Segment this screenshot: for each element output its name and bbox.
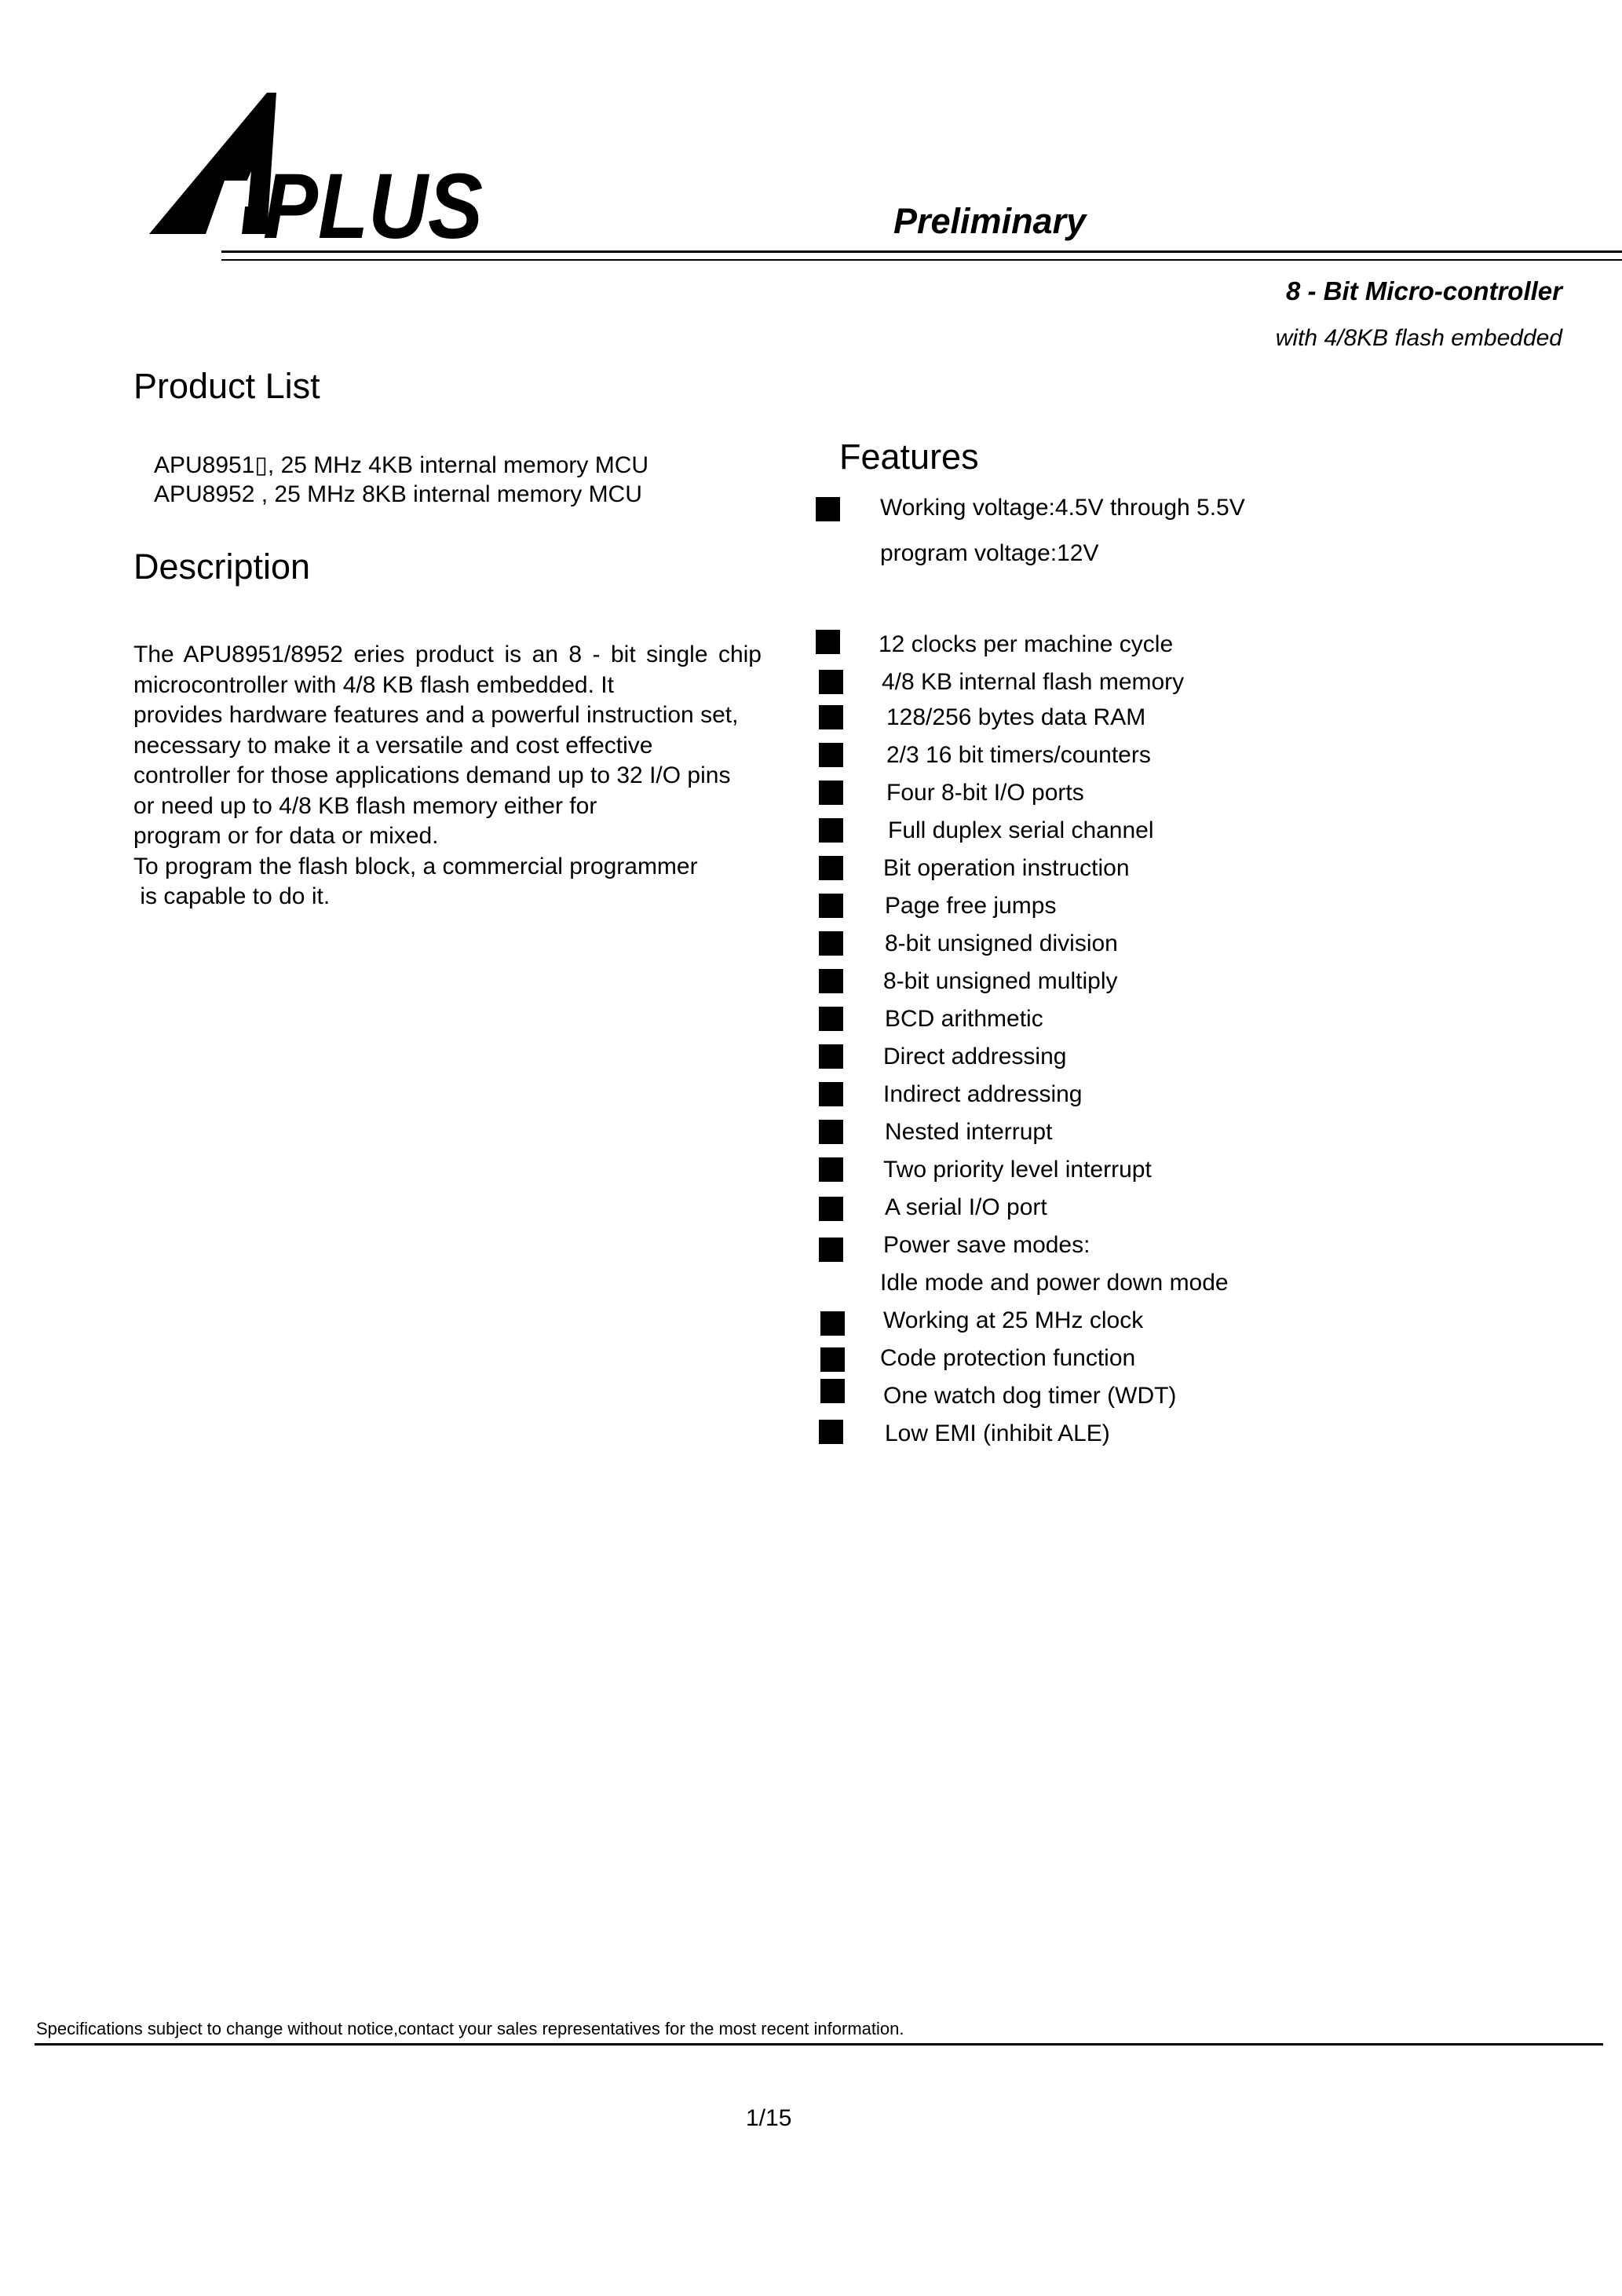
feature-bullet xyxy=(819,894,843,918)
feature-bullet xyxy=(819,781,843,805)
feature-bullet xyxy=(819,1120,843,1144)
feature-bullet xyxy=(819,670,843,694)
feature-bullet xyxy=(819,856,843,880)
feature-item: 8-bit unsigned division xyxy=(885,930,1118,956)
feature-item: BCD arithmetic xyxy=(885,1006,1043,1032)
feature-bullet xyxy=(819,1082,843,1106)
feature-item: One watch dog timer (WDT) xyxy=(883,1383,1177,1409)
description-heading: Description xyxy=(133,547,311,587)
svg-text:PLUS: PLUS xyxy=(263,155,483,250)
description-line: To program the flash block, a commercial programmer xyxy=(133,853,698,879)
description-line: is capable to do it. xyxy=(133,883,331,909)
aplus-logo xyxy=(149,93,487,250)
features-heading: Features xyxy=(839,437,979,477)
feature-item: Page free jumps xyxy=(885,893,1057,919)
feature-bullet xyxy=(816,630,840,654)
header-rule-top xyxy=(221,250,1622,253)
feature-item: 128/256 bytes data RAM xyxy=(886,704,1146,730)
feature-bullet xyxy=(819,1420,843,1444)
description-line: or need up to 4/8 KB flash memory either for xyxy=(133,792,597,819)
feature-item: Full duplex serial channel xyxy=(888,817,1154,843)
product-type: 8 - Bit Micro-controller xyxy=(1285,276,1562,305)
footer-notice: Specifications subject to change without notice,contact your sales representatives for the most recent information. xyxy=(36,2019,904,2038)
feature-item: A serial I/O port xyxy=(885,1194,1047,1220)
product-subtitle: with 4/8KB flash embedded xyxy=(1275,325,1562,351)
feature-bullet xyxy=(819,1238,843,1262)
product-list-item: APU8951▯, 25 MHz 4KB internal memory MCU xyxy=(154,452,649,478)
description-line: The APU8951/8952 eries product is an 8 - bit single chip xyxy=(133,642,762,667)
footer-rule xyxy=(35,2043,1603,2046)
feature-bullet xyxy=(819,969,843,993)
feature-item: 4/8 KB internal flash memory xyxy=(882,669,1185,695)
description-body xyxy=(133,640,762,912)
feature-item: Working at 25 MHz clock xyxy=(883,1307,1144,1333)
feature-item: Idle mode and power down mode xyxy=(880,1270,1229,1296)
feature-bullet xyxy=(819,931,843,956)
feature-bullet xyxy=(819,818,843,843)
product-list-heading: Product List xyxy=(133,366,320,406)
feature-item: Two priority level interrupt xyxy=(883,1157,1152,1183)
feature-item: 2/3 16 bit timers/counters xyxy=(886,742,1151,768)
feature-bullet xyxy=(819,705,843,729)
description-line: controller for those applications demand up to 32 I/O pins xyxy=(133,762,731,788)
feature-bullet xyxy=(819,1157,843,1182)
feature-item: Nested interrupt xyxy=(885,1119,1053,1145)
feature-bullet xyxy=(819,743,843,767)
description-line: provides hardware features and a powerful instruction set, xyxy=(133,702,739,728)
description-line: necessary to make it a versatile and cost effective xyxy=(133,732,653,759)
document-status: Preliminary xyxy=(893,201,1087,241)
page-number: 1/15 xyxy=(746,2105,792,2131)
feature-item: Low EMI (inhibit ALE) xyxy=(885,1420,1110,1446)
feature-bullet xyxy=(816,497,840,521)
feature-item: Direct addressing xyxy=(883,1044,1067,1069)
header-rule-bottom xyxy=(221,259,1622,261)
product-list-item: APU8952 , 25 MHz 8KB internal memory MCU xyxy=(154,481,642,507)
feature-item: Power save modes: xyxy=(883,1232,1090,1258)
feature-item: Indirect addressing xyxy=(883,1081,1083,1107)
feature-item: Bit operation instruction xyxy=(883,855,1130,881)
description-line: microcontroller with 4/8 KB flash embedded. It xyxy=(133,671,614,698)
feature-item: Code protection function xyxy=(880,1345,1136,1371)
feature-bullet xyxy=(820,1311,845,1336)
description-line: program or for data or mixed. xyxy=(133,823,439,849)
feature-item: 8-bit unsigned multiply xyxy=(883,968,1118,994)
feature-bullet xyxy=(820,1347,845,1372)
feature-item: Working voltage:4.5V through 5.5V xyxy=(880,495,1245,521)
feature-bullet xyxy=(820,1379,845,1403)
feature-item: program voltage:12V xyxy=(880,540,1099,566)
feature-bullet xyxy=(819,1197,843,1221)
feature-item: Four 8-bit I/O ports xyxy=(886,780,1084,806)
feature-bullet xyxy=(819,1044,843,1069)
feature-bullet xyxy=(819,1007,843,1031)
feature-item: 12 clocks per machine cycle xyxy=(879,631,1174,657)
